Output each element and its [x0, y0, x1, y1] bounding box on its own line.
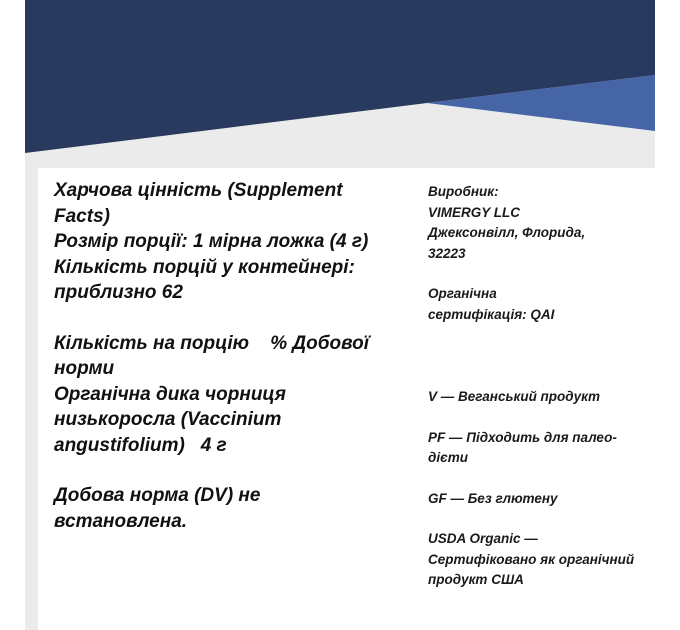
legend-gluten-free: GF — Без глютену: [428, 490, 558, 506]
manufacturer-info-column: [428, 182, 653, 591]
header-banner: [25, 0, 655, 170]
certification-line-2: сертифікація: QAI: [428, 306, 555, 322]
certification-line-1: Органічна: [428, 286, 497, 301]
dv-note-line-2: встановлена.: [54, 510, 188, 532]
legend-vegan: V — Веганський продукт: [428, 389, 600, 404]
legend-usda-organic-line-1: USDA Organic —: [428, 531, 538, 546]
servings-per-container-line-1: Кількість порцій у контейнері:: [54, 256, 355, 278]
label-page: [25, 0, 655, 630]
legend-paleo-line-1: PF — Підходить для палео-: [428, 429, 617, 445]
manufacturer-name: VIMERGY LLC: [428, 204, 521, 220]
serving-size: Розмір порції: 1 мірна ложка (4 г): [54, 231, 369, 252]
ingredient-line-1: Органічна дика чорниця: [54, 383, 286, 405]
manufacturer-address-line-2: 32223: [428, 245, 466, 261]
nutrition-facts-column: [54, 178, 414, 534]
legend-usda-organic-line-3: продукт США: [428, 572, 524, 587]
legend-usda-organic-line-2: Сертифіковано як органічний: [428, 551, 635, 567]
manufacturer-label: Виробник:: [428, 184, 499, 199]
dv-note-line-1: Добова норма (DV) не: [54, 485, 261, 506]
legend-paleo-line-2: дієти: [428, 450, 468, 465]
supplement-facts-content: [38, 168, 655, 630]
manufacturer-address-line-1: Джексонвілл, Флорида,: [428, 225, 586, 240]
banner-graphic: [25, 0, 655, 170]
ingredient-line-3: angustifolium) 4 г: [54, 434, 227, 456]
ingredient-line-2: низькоросла (Vaccinium: [54, 409, 282, 430]
facts-title-line-2: Facts): [54, 205, 110, 227]
amount-header-line-2: норми: [54, 358, 115, 379]
facts-title-line-1: Харчова цінність (Supplement: [54, 180, 343, 201]
servings-per-container-line-2: приблизно 62: [54, 282, 183, 303]
amount-header-line-1: Кількість на порцію % Добової: [54, 332, 369, 354]
